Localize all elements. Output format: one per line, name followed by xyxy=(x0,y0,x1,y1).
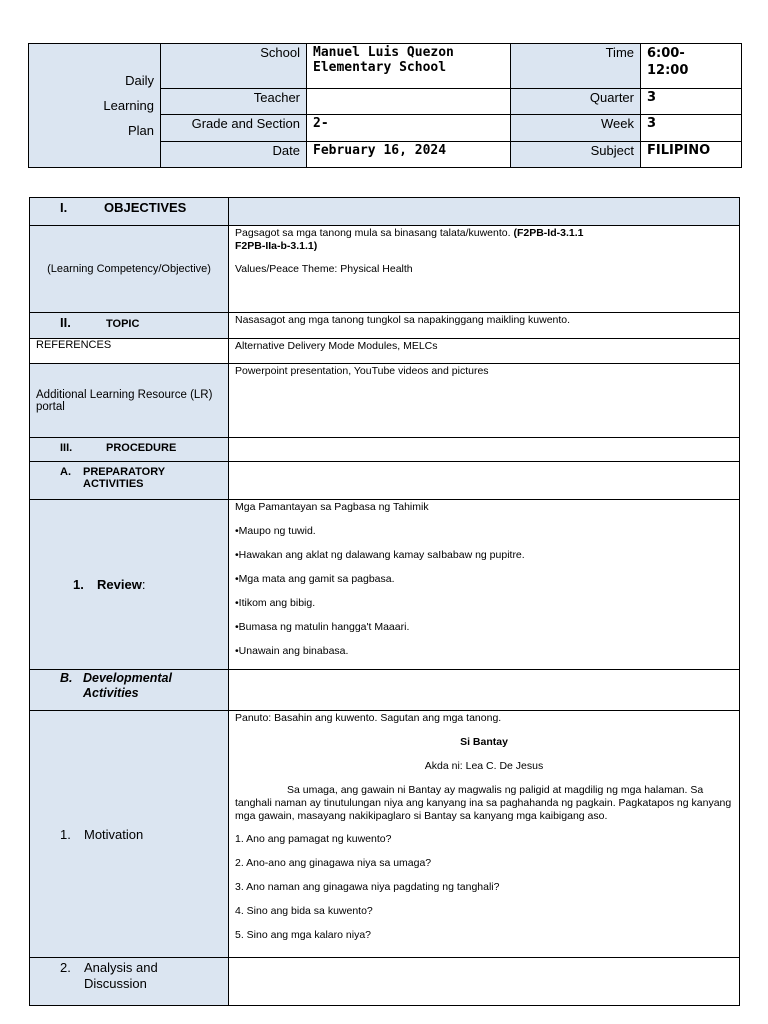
week-label: Week xyxy=(511,115,641,142)
review-line-7: •Unawain ang binabasa. xyxy=(235,645,349,657)
question-3: 3. Ano naman ang ginagawa niya pagdating ng tanghali? xyxy=(235,881,500,893)
review-line-1: Mga Pamantayan sa Pagbasa ng Tahimik xyxy=(235,501,429,513)
lr-portal-label: Additional Learning Resource (LR) portal xyxy=(30,364,229,438)
procedure-empty-cell xyxy=(229,438,740,462)
preparatory-empty-cell xyxy=(229,462,740,500)
competency-label: (Learning Competency/Objective) xyxy=(30,226,229,313)
plan-table xyxy=(29,197,740,1006)
story-text: Sa umaga, ang gawain ni Bantay ay magwalis ng paligid at magdilig ng mga halaman. Sa tanghali naman ay tinutulungan niya ang kanyang ina sa paghahanda ng pagkain. Pagkatapos ng kanyang mga gawain, masayang nakikipaglaro si Bantay sa kanyang mga kaibigang aso. xyxy=(235,784,732,822)
grade-value: 2- xyxy=(307,115,511,142)
competency-theme: Values/Peace Theme: Physical Health xyxy=(235,263,413,275)
developmental-heading xyxy=(30,670,229,711)
competency-code-2: F2PB-IIa-b-3.1.1) xyxy=(235,240,318,252)
question-4: 4. Sino ang bida sa kuwento? xyxy=(235,905,373,917)
topic-text: Nasasagot ang mga tanong tungkol sa napakinggang maikling kuwento. xyxy=(229,313,740,339)
review-line-6: •Bumasa ng matulin hangga't Maaari. xyxy=(235,621,410,633)
review-line-4: •Mga mata ang gamit sa pagbasa. xyxy=(235,573,395,585)
procedure-num: III. xyxy=(60,442,73,454)
plan-title-line-3: Plan xyxy=(127,123,154,138)
week-value: 3 xyxy=(641,115,742,142)
question-2: 2. Ano-ano ang ginagawa niya sa umaga? xyxy=(235,857,432,869)
time-label: Time xyxy=(511,44,641,89)
competency-text: Pagsagot sa mga tanong mula sa binasang talata/kuwento. xyxy=(235,227,511,239)
competency-code-1: (F2PB-Id-3.1.1 xyxy=(513,227,584,239)
question-1: 1. Ano ang pamagat ng kuwento? xyxy=(235,833,392,845)
motivation-cell xyxy=(229,711,740,958)
header-table xyxy=(28,43,742,168)
plan-title-line-1: Daily xyxy=(125,73,154,88)
objectives-heading xyxy=(30,198,229,226)
analysis-heading xyxy=(30,958,229,1006)
developmental-empty-cell xyxy=(229,670,740,711)
motivation-instructions: Panuto: Basahin ang kuwento. Sagutan ang mga tanong. xyxy=(235,712,502,724)
school-value: Manuel Luis Quezon Elementary School xyxy=(307,44,511,89)
quarter-label: Quarter xyxy=(511,89,641,115)
preparatory-heading xyxy=(30,462,229,500)
review-line-2: •Maupo ng tuwid. xyxy=(235,525,316,537)
motivation-heading xyxy=(30,711,229,958)
preparatory-title: PREPARATORY ACTIVITIES xyxy=(83,466,165,490)
teacher-value xyxy=(307,89,511,115)
plan-title-cell xyxy=(29,44,161,168)
grade-label: Grade and Section xyxy=(161,115,307,142)
analysis-title: Analysis and Discussion xyxy=(84,960,158,991)
subject-value: FILIPINO xyxy=(641,142,742,168)
time-value: 6:00- 12:00 xyxy=(641,44,742,89)
objectives-title: OBJECTIVES xyxy=(104,200,187,215)
motivation-num: 1. xyxy=(60,826,71,842)
topic-heading xyxy=(30,313,229,339)
quarter-value: 3 xyxy=(641,89,742,115)
objectives-empty-cell xyxy=(229,198,740,226)
review-line-3: •Hawakan ang aklat ng dalawang kamay saIbabaw ng pupitre. xyxy=(235,549,525,561)
procedure-title: PROCEDURE xyxy=(106,442,177,454)
story-title: Si Bantay xyxy=(460,736,508,748)
developmental-num: B. xyxy=(60,671,73,685)
topic-title: TOPIC xyxy=(106,318,140,330)
date-value: February 16, 2024 xyxy=(307,142,511,168)
review-line-5: •Itikom ang bibig. xyxy=(235,597,316,609)
subject-label: Subject xyxy=(511,142,641,168)
school-label: School xyxy=(161,44,307,89)
review-heading xyxy=(30,500,229,670)
preparatory-num: A. xyxy=(60,466,71,478)
analysis-num: 2. xyxy=(60,960,71,975)
procedure-heading xyxy=(30,438,229,462)
lr-portal-text: Powerpoint presentation, YouTube videos and pictures xyxy=(229,364,740,438)
plan-title-line-2: Learning xyxy=(103,98,154,113)
review-cell xyxy=(229,500,740,670)
question-5: 5. Sino ang mga kalaro niya? xyxy=(235,929,372,941)
analysis-empty-cell xyxy=(229,958,740,1006)
motivation-title: Motivation xyxy=(84,826,144,842)
review-title: Review xyxy=(97,577,142,592)
review-num: 1. xyxy=(73,577,84,592)
teacher-label: Teacher xyxy=(161,89,307,115)
references-label: REFERENCES xyxy=(30,339,229,364)
date-label: Date xyxy=(161,142,307,168)
competency-cell xyxy=(229,226,740,313)
topic-num: II. xyxy=(60,315,71,330)
developmental-title: Developmental Activities xyxy=(83,671,172,700)
references-text: Alternative Delivery Mode Modules, MELCs xyxy=(229,339,740,364)
review-colon: : xyxy=(141,577,146,592)
objectives-num: I. xyxy=(60,200,68,215)
story-author: Akda ni: Lea C. De Jesus xyxy=(424,760,544,772)
